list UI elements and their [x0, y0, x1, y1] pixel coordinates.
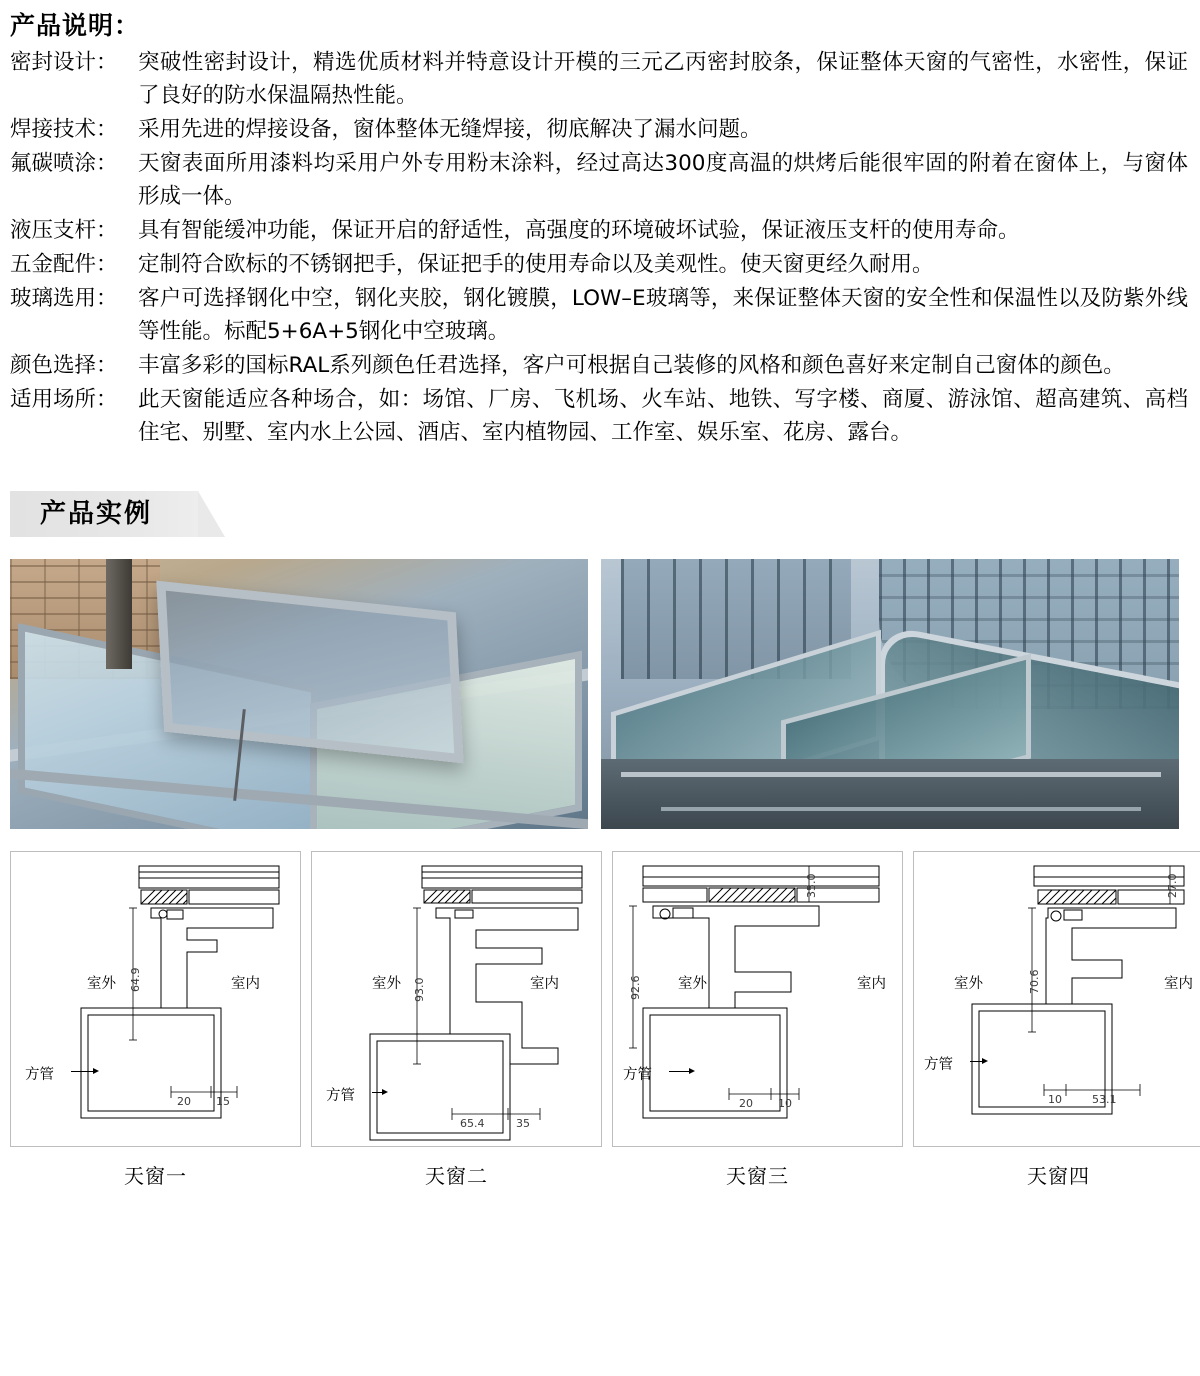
spec-text: 具有智能缓冲功能，保证开启的舒适性，高强度的环境破坏试验，保证液压支杆的使用寿命。	[138, 218, 1020, 243]
photo-interior-skylight	[10, 559, 588, 829]
drawing-3-dim-b: 10	[778, 1097, 792, 1110]
drawing-1-tube-leader	[71, 1071, 95, 1072]
drawing-3-tube-label: 方管	[623, 1067, 652, 1083]
drawing-2-svg	[312, 852, 602, 1147]
spec-row	[10, 113, 1188, 146]
drawing-3-caption: 天窗三	[726, 1164, 789, 1188]
drawing-4-tube-arrow-icon	[982, 1058, 988, 1064]
drawing-3-tube-leader	[669, 1071, 691, 1072]
drawing-cell-1	[10, 851, 301, 1189]
drawing-3-top-dim: 35.0	[805, 873, 818, 898]
drawing-1-outside-label: 室外	[87, 976, 116, 992]
drawing-4-dim-a: 10	[1048, 1093, 1062, 1106]
page-title: 产品说明：	[10, 11, 141, 40]
example-photos	[6, 559, 1194, 829]
spec-label: 玻璃选用：	[10, 286, 118, 311]
drawing-2-height-dim: 93.0	[413, 977, 426, 1002]
banner-title: 产品实例	[40, 499, 153, 529]
drawing-4-dim-b: 53.1	[1092, 1093, 1117, 1106]
drawing-box-3	[612, 851, 903, 1147]
drawing-3-inside-label: 室内	[857, 976, 886, 992]
drawing-2-dim-a: 65.4	[460, 1117, 485, 1130]
drawing-2-dim-b: 35	[516, 1117, 530, 1130]
drawing-4-top-dim: 27.0	[1166, 873, 1179, 898]
drawing-1-caption: 天窗一	[124, 1164, 187, 1188]
drawing-4-height-dim: 70.6	[1028, 969, 1041, 994]
drawing-2-tube-label: 方管	[326, 1088, 355, 1104]
spec-row	[10, 214, 1188, 247]
spec-row	[10, 282, 1188, 348]
drawing-4-caption: 天窗四	[1027, 1164, 1090, 1188]
drawing-2-tube-arrow-icon	[382, 1089, 388, 1095]
drawing-3-tube-arrow-icon	[689, 1068, 695, 1074]
drawing-cell-3	[612, 851, 903, 1189]
drawing-2-inside-label: 室内	[530, 976, 559, 992]
spec-row	[10, 147, 1188, 213]
drawing-3-svg	[613, 852, 903, 1147]
spec-label: 颜色选择：	[10, 353, 118, 378]
spec-text: 客户可选择钢化中空，钢化夹胶，钢化镀膜，LOW–E玻璃等，来保证整体天窗的安全性和保温性以及防紫外线等性能。标配5+6A+5钢化中空玻璃。	[138, 286, 1188, 344]
drawing-cell-4	[913, 851, 1200, 1189]
spec-row	[10, 248, 1188, 281]
photo2-roof-deck	[601, 759, 1179, 829]
spec-text: 定制符合欧标的不锈钢把手，保证把手的使用寿命以及美观性。使天窗更经久耐用。	[138, 252, 934, 277]
spec-row	[10, 349, 1188, 382]
photo-exterior-roof	[601, 559, 1179, 829]
drawing-1-height-dim: 64.9	[129, 967, 142, 992]
photo1-ridge-post	[106, 559, 132, 669]
spec-label: 液压支杆：	[10, 218, 118, 243]
spec-label: 焊接技术：	[10, 117, 118, 142]
drawing-box-1	[10, 851, 301, 1147]
specification-list	[6, 46, 1194, 449]
drawing-1-svg	[11, 852, 301, 1147]
spec-label: 氟碳喷涂：	[10, 151, 118, 176]
spec-label: 五金配件：	[10, 252, 118, 277]
drawing-2-outside-label: 室外	[372, 976, 401, 992]
spec-text: 采用先进的焊接设备，窗体整体无缝焊接，彻底解决了漏水问题。	[138, 117, 762, 142]
drawing-1-dim-b: 15	[216, 1095, 230, 1108]
drawing-4-tube-label: 方管	[924, 1057, 953, 1073]
spec-text: 此天窗能适应各种场合，如：场馆、厂房、飞机场、火车站、地铁、写字楼、商厦、游泳馆、超高建筑、高档住宅、别墅、室内水上公园、酒店、室内植物园、工作室、娱乐室、花房、露台。	[138, 387, 1188, 445]
photo2-handrail-lower	[661, 807, 1141, 811]
banner-shape	[10, 491, 198, 537]
drawing-1-inside-label: 室内	[231, 976, 260, 992]
drawing-box-4	[913, 851, 1200, 1147]
drawing-2-caption: 天窗二	[425, 1164, 488, 1188]
drawing-1-tube-label: 方管	[25, 1067, 54, 1083]
technical-drawings	[6, 851, 1194, 1189]
spec-text: 天窗表面所用漆料均采用户外专用粉末涂料，经过高达300度高温的烘烤后能很牢固的附着在窗体上，与窗体形成一体。	[138, 151, 1188, 209]
drawing-3-height-dim: 92.6	[629, 975, 642, 1000]
spec-text: 丰富多彩的国标RAL系列颜色任君选择，客户可根据自己装修的风格和颜色喜好来定制自己窗体的颜色。	[138, 353, 1125, 378]
drawing-4-outside-label: 室外	[954, 976, 983, 992]
spec-row	[10, 383, 1188, 449]
spec-text: 突破性密封设计，精选优质材料并特意设计开模的三元乙丙密封胶条，保证整体天窗的气密性，水密性，保证了良好的防水保温隔热性能。	[138, 50, 1188, 108]
photo2-handrail	[621, 772, 1161, 777]
spec-label: 密封设计：	[10, 50, 118, 75]
spec-label: 适用场所：	[10, 387, 118, 412]
drawing-cell-2	[311, 851, 602, 1189]
drawing-box-2	[311, 851, 602, 1147]
drawing-4-inside-label: 室内	[1164, 976, 1193, 992]
product-page	[0, 6, 1200, 1376]
drawing-1-tube-arrow-icon	[93, 1068, 99, 1074]
drawing-3-dim-a: 20	[739, 1097, 753, 1110]
spec-row	[10, 46, 1188, 112]
drawing-1-dim-a: 20	[177, 1095, 191, 1108]
examples-banner	[6, 491, 1194, 545]
drawing-3-outside-label: 室外	[678, 976, 707, 992]
